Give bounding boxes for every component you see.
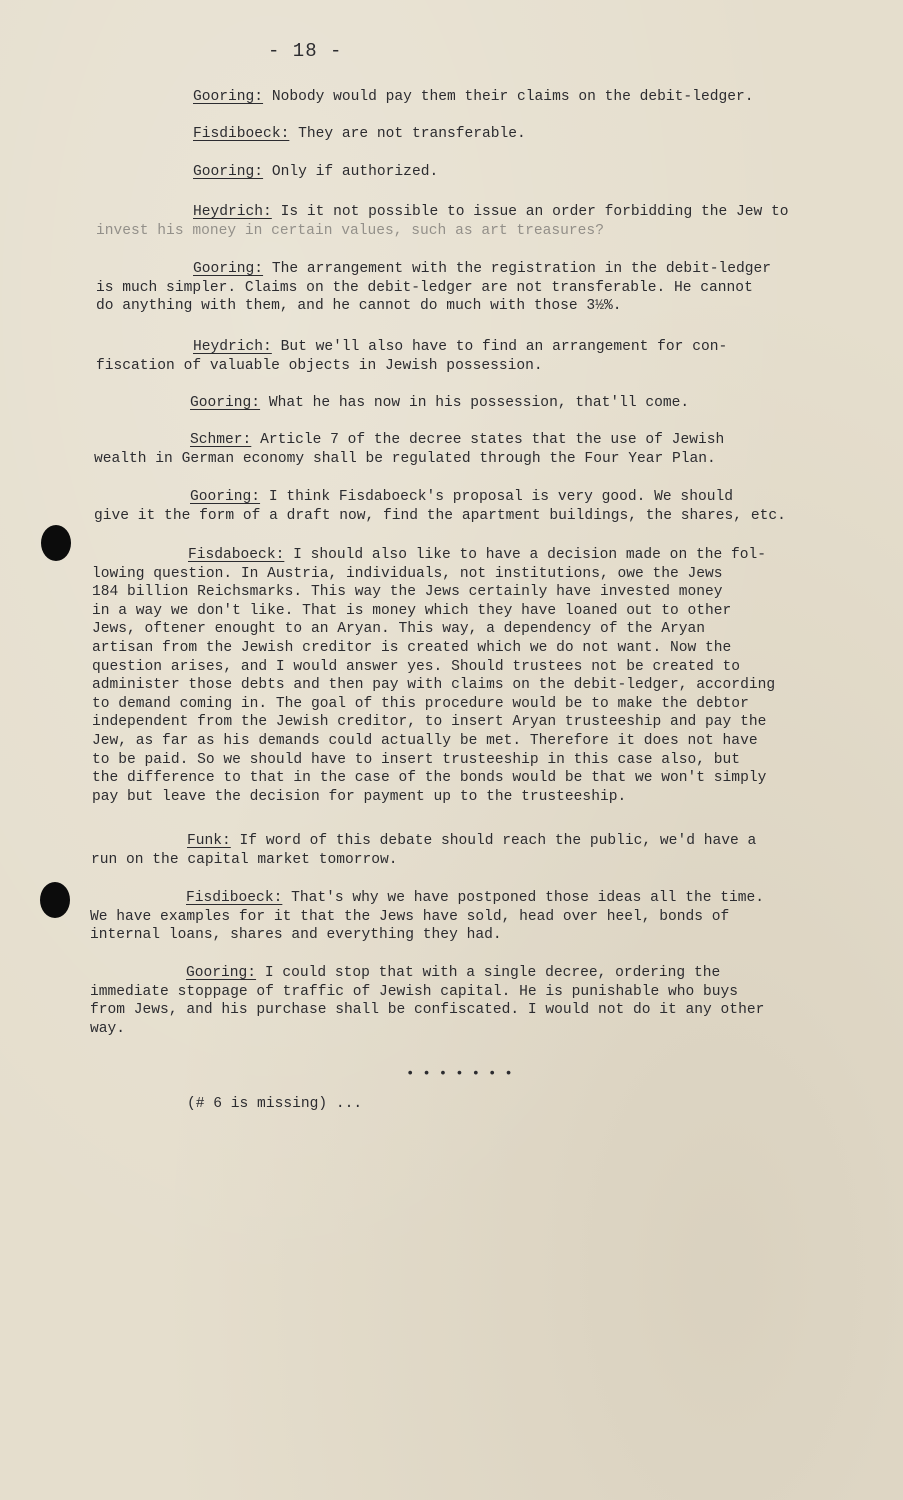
- statement-line: to demand coming in. The goal of this procedure would be to make the debtor: [92, 695, 749, 712]
- paragraph-funk-1: [91, 832, 756, 869]
- speaker-name: Fisdaboeck:: [188, 547, 285, 563]
- statement-line: immediate stoppage of traffic of Jewish capital. He is punishable who buys: [90, 983, 739, 1000]
- statement-line: the difference to that in the case of the bonds would be that we won't simply: [92, 770, 767, 787]
- statement-line: What he has now in his possession, that'll come.: [260, 395, 690, 411]
- statement-line: Nobody would pay them their claims on the debit-ledger.: [263, 89, 754, 105]
- statement-line: 184 billion Reichsmarks. This way the Jews certainly have invested money: [92, 584, 723, 601]
- statement-line: invest his money in certain values, such as art treasures?: [96, 222, 604, 239]
- speaker-name: Heydrich:: [193, 339, 272, 355]
- statement-line: way.: [90, 1020, 126, 1037]
- statement-line: independent from the Jewish creditor, to insert Aryan trusteeship and pay the: [92, 714, 767, 731]
- statement-line: That's why we have postponed those ideas all the time.: [282, 890, 765, 906]
- statement-line: The arrangement with the registration in the debit-ledger: [263, 261, 772, 277]
- statement-line: Article 7 of the decree states that the use of Jewish: [251, 432, 725, 448]
- statement-line: fiscation of valuable objects in Jewish possession.: [96, 357, 543, 374]
- punch-hole-upper: [41, 525, 71, 561]
- statement-line: I should also like to have a decision made on the fol-: [284, 547, 767, 563]
- paragraph-gooring-2: [193, 163, 438, 182]
- paragraph-fisdaboeck-1: [92, 546, 775, 806]
- paragraph-fisdiboeck-2: [90, 889, 764, 945]
- speaker-name: Gooring:: [193, 89, 264, 105]
- statement-line: lowing question. In Austria, individuals, not institutions, owe the Jews: [92, 565, 723, 582]
- speaker-name: Gooring:: [193, 164, 264, 180]
- speaker-name: Gooring:: [193, 261, 264, 277]
- paragraph-heydrich-1: [96, 203, 789, 240]
- statement-line: Is it not possible to issue an order forbidding the Jew to: [271, 204, 789, 220]
- paragraph-fisdiboeck-1: [193, 125, 526, 144]
- statement-line: run on the capital market tomorrow.: [91, 851, 398, 868]
- speaker-name: Funk:: [187, 833, 231, 849]
- statement-line: administer those debts and then pay with claims on the debit-ledger, according: [92, 677, 776, 694]
- speaker-name: Fisdiboeck:: [193, 126, 290, 142]
- statement-line: from Jews, and his purchase shall be confiscated. I would not do it any other: [90, 1002, 765, 1019]
- speaker-name: Gooring:: [190, 395, 261, 411]
- statement-line: They are not transferable.: [289, 126, 526, 142]
- statement-line: But we'll also have to find an arrangement for con-: [271, 339, 728, 355]
- speaker-name: Heydrich:: [193, 204, 272, 220]
- statement-line: We have examples for it that the Jews have sold, head over heel, bonds of: [90, 908, 730, 925]
- speaker-name: Gooring:: [186, 965, 257, 981]
- punch-hole-lower: [40, 882, 70, 918]
- statement-line: I could stop that with a single decree, ordering the: [256, 965, 721, 981]
- speaker-name: Schmer:: [190, 432, 252, 448]
- section-separator: •••••••: [406, 1066, 521, 1082]
- statement-line: Only if authorized.: [263, 164, 439, 180]
- speaker-name: Fisdiboeck:: [186, 890, 283, 906]
- paragraph-gooring-6: [90, 964, 764, 1038]
- paragraph-gooring-1: [193, 88, 754, 107]
- speaker-name: Gooring:: [190, 489, 261, 505]
- statement-line: artisan from the Jewish creditor is created which we do not want. Now the: [92, 639, 732, 656]
- statement-line: give it the form of a draft now, find the apartment buildings, the shares, etc.: [94, 507, 786, 524]
- statement-line: question arises, and I would answer yes. Should trustees not be created to: [92, 658, 741, 675]
- statement-line: wealth in German economy shall be regulated through the Four Year Plan.: [94, 450, 716, 467]
- statement-line: is much simpler. Claims on the debit-ledger are not transferable. He cannot: [96, 279, 753, 296]
- statement-line: If word of this debate should reach the public, we'd have a: [230, 833, 757, 849]
- statement-line: internal loans, shares and everything they had.: [90, 927, 502, 944]
- statement-line: do anything with them, and he cannot do much with those 3½%.: [96, 298, 622, 315]
- statement-line: to be paid. So we should have to insert trusteeship in this case also, but: [92, 751, 741, 768]
- statement-line: in a way we don't like. That is money which they have loaned out to other: [92, 602, 732, 619]
- paragraph-gooring-3: [96, 260, 771, 316]
- paragraph-schmer-1: [94, 431, 724, 468]
- page-number: - 18 -: [268, 40, 343, 62]
- statement-line: pay but leave the decision for payment up to the trusteeship.: [92, 788, 627, 805]
- statement-line: I think Fisdaboeck's proposal is very good. We should: [260, 489, 733, 505]
- missing-page-note: (# 6 is missing) ...: [187, 1096, 363, 1112]
- paragraph-gooring-5: [94, 488, 786, 525]
- paragraph-gooring-4: [190, 394, 689, 413]
- paragraph-heydrich-2: [96, 338, 727, 375]
- statement-line: Jew, as far as his demands could actually be met. Therefore it does not have: [92, 732, 758, 749]
- statement-line: Jews, oftener enought to an Aryan. This way, a dependency of the Aryan: [92, 621, 706, 638]
